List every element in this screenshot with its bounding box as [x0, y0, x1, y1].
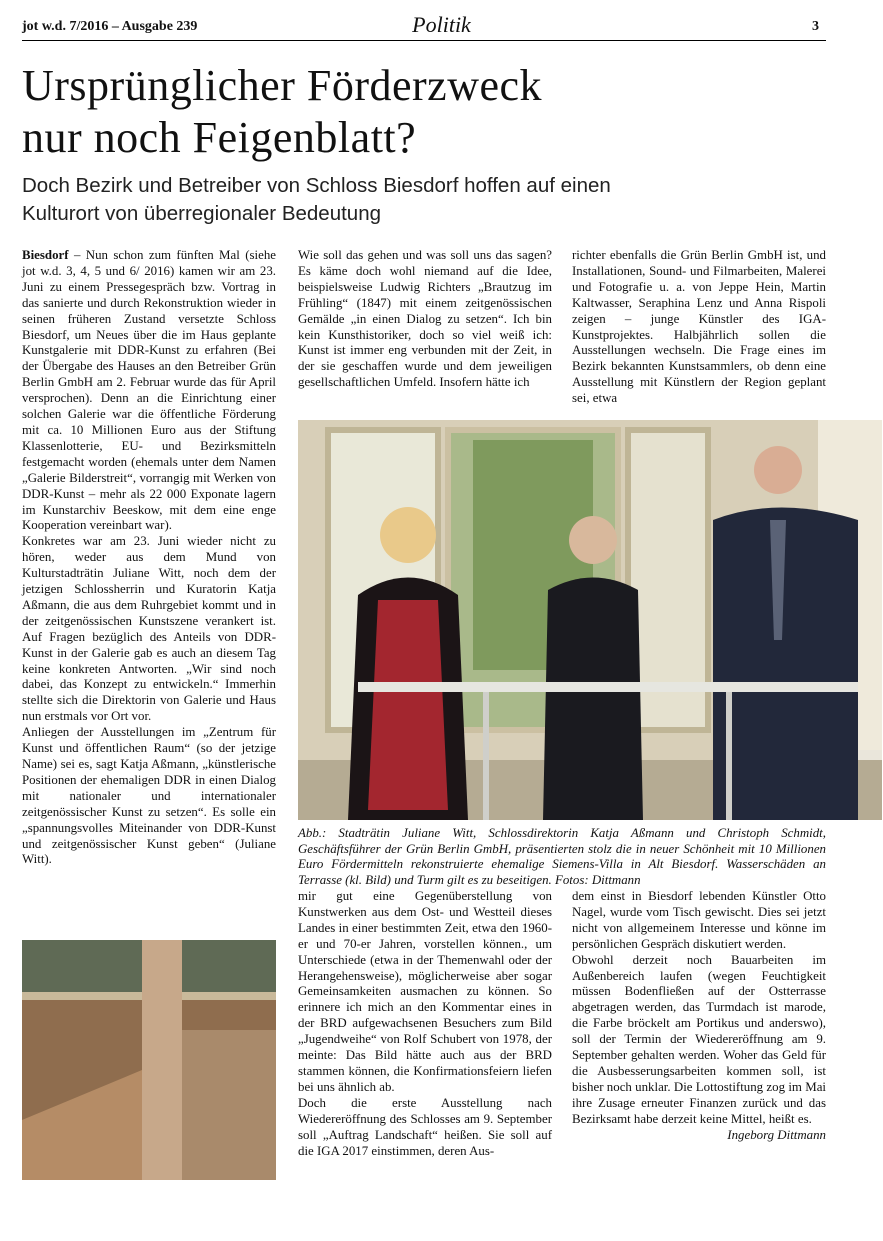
- paragraph: dem einst in Biesdorf lebenden Künstler Otto Nagel, wurde vom Tisch gewischt. Dies sei jetzt nicht von allgemeinem Interesse und könne im persönlichen Gespräch diskutiert werden.: [572, 889, 826, 951]
- paragraph: mir gut eine Gegenüberstellung von Kunstwerken aus dem Ost- und Westteil dieses Landes in einer bestimmten Zeit, etwa den 1960-er und 70-er Jahren, vorstellen können., um Unterschiede (etwa in der Themenwahl oder der Herangehensweise), möglicherweise aber sogar Gemeinsamkeiten ausmachen zu können. So erinnere ich mich an den Kommentar eines in der BRD aufgewachsenen Besuchers zum Bild „Jugendweihe“ von Rolf Schubert von 1978, der meinte: Das Bild hätte auch aus der BRD stammen können, die Konfirmationsfeiern liefen bei uns ähnlich ab.: [298, 889, 552, 1094]
- subhead-line-2: Kulturort von überregionaler Bedeutung: [22, 202, 381, 225]
- pillar: [142, 940, 182, 1180]
- main-photo: [298, 420, 882, 820]
- column-3-bottom: [572, 889, 826, 1144]
- header-rule: [22, 40, 826, 41]
- subheadline: [22, 172, 842, 228]
- paragraph-text: – Nun schon zum fünften Mal (siehe jot w.d. 3, 4, 5 und 6/ 2016) kamen wir am 23. Juni zu einem Pressegespräch bzw. Vortrag in das sanierte und durch Rekonstruktion wieder in seinen früheren Zustand versetzte Schloss Biesdorf, um Neues über die im Haus geplante Kunstgalerie mit DDR-Kunst zu erfahren (Bei der Übergabe des Hauses an den Betreiber Grün Berlin GmbH am 2. Februar wurde das für April versprochen). Denn an die Einrichtung einer solchen Galerie war die öffentliche Förderung mit ca. 10 Millionen Euro aus der Stiftung Klassenlotterie, EU- und Bezirksmitteln festgemacht worden (ehemals unter dem Namen „Galerie Bilderstreit“, vorrangig mit Werken von DDR-Kunst – mehr als 22 000 Exponate lagern im Kunstarchiv Beeskow, mit dem eine enge Kooperation vereinbart war).: [22, 248, 276, 533]
- column-2-top: [298, 248, 552, 408]
- headline-line-1: Ursprünglicher Förderzweck: [22, 61, 543, 110]
- column-2-bottom: [298, 889, 552, 1159]
- paragraph: Konkretes war am 23. Juni wieder nicht zu hören, weder aus dem Mund von Kulturstadträtin Juliane Witt, noch dem der jetzigen Schlossherrin und Kuratorin Katja Aßmann, die aus dem Ruhrgebiet kommt und in der zeitgenössischen Kunstszene verankert ist. Auf Fragen bezüglich des Anteils von DDR-Kunst in der Galerie gab es auch an diesem Tag keine konkreten Antworten. „Wir sind noch dabei, das Konzept zu entwickeln.“ Immerhin stellte sich die Direktorin von Galerie und Haus nun erstmals vor Ort vor.: [22, 534, 276, 724]
- table-leg-right: [726, 692, 732, 820]
- paragraph: richter ebenfalls die Grün Berlin GmbH ist, und Installationen, Sound- und Filmarbeiten, Malerei und Fotografie u. a. von Jeppe Hein, Martin Kaltwasser, Seraphina Lenz und Anna Rispoli zeigen – junge Künstler des IGA-Kunstprojektes. Halbjährlich sollen die Ausstellungen wechseln. Die Frage eines im Bezirk bekannten Kunstsammlers, ob denn eine Ausstellung mit Künstlern der Region geplant sei, etwa: [572, 248, 826, 406]
- page-number: 3: [812, 19, 819, 34]
- damaged-wall: [182, 1030, 276, 1180]
- person-1-head: [380, 507, 436, 563]
- dateline: Biesdorf: [22, 248, 69, 262]
- paragraph: Wie soll das gehen und was soll uns das sagen? Es käme doch wohl niemand auf die Idee, beispielsweise Ludwig Richters „Brautzug im Frühling“ (1847) mit einem zeitgenössischen Gemälde „in einen Dialog zu setzen“. Ich bin kein Kunsthistoriker, doch so viel weiß ich: Kunst ist immer eng verbunden mit der Zeit, in der sie geschaffen wurde und dem jeweiligen gesellschaftlichen Umfeld. Insofern hätte ich: [298, 248, 552, 390]
- press-conference-photo: [298, 420, 882, 820]
- table-top-right: [598, 682, 858, 692]
- person-2-body: [543, 578, 643, 821]
- headline-line-2: nur noch Feigenblatt?: [22, 113, 417, 162]
- person-3-body: [713, 508, 858, 821]
- paragraph: Anliegen der Ausstellungen im „Zentrum für Kunst und öffentlichen Raum“ (so der jetzige Name) sei es, sagt Katja Aßmann, „künstlerische Positionen der ehemaligen DDR in einen Dialog mit nationaler und internationaler zeitgenössischer Kunst zu setzen“. Es solle ein „spannungsvolles Miteinander von DDR-Kunst und zeitgenössischer Kunst geben“ (Juliane Witt).: [22, 725, 276, 867]
- table-top-left: [358, 682, 608, 692]
- table-leg-left: [483, 692, 489, 820]
- photo-caption: Abb.: Stadträtin Juliane Witt, Schlossdirektorin Katja Aßmann und Christoph Schmidt, Geschäftsführer der Grün Berlin GmbH, präsentierten stolz die in neuer Schönheit mit 10 Millionen Euro Fördermitteln rekonstruierte ehemalige Siemens-Villa in Alt Biesdorf. Wasserschäden an Terrasse (kl. Bild) und Turm gilt es zu beseitigen. Fotos: Dittmann: [298, 826, 826, 887]
- column-1: [22, 248, 276, 868]
- author: Ingeborg Dittmann: [727, 1127, 826, 1142]
- person-2-head: [569, 516, 617, 564]
- subhead-line-1: Doch Bezirk und Betreiber von Schloss Biesdorf hoffen auf einen: [22, 174, 611, 197]
- section-title: Politik: [412, 12, 471, 37]
- column-3-top: [572, 248, 826, 408]
- person-1-scarf: [368, 600, 448, 810]
- person-3-head: [754, 446, 802, 494]
- small-photo: [22, 940, 276, 1180]
- paragraph: Obwohl derzeit noch Bauarbeiten im Außenbereich laufen (wegen Feuchtigkeit müssen Bodenfließen auf der Ostterrasse abgetragen werden, das Turmdach ist marode, die Farbe bröckelt am Portikus und anderswo), soll der Termin der Wiedereröffnung am 9. September gehalten werden. Woher das Geld für die Ausbesserungsarbeiten kommen soll, ist bisher noch unklar. Die Lottostiftung zog im Mai ihre Zusage erneuter Finanzen zurück und das Bezirksamt habe derzeit keine Mittel, heißt es.: [572, 952, 826, 1126]
- headline: [22, 60, 842, 164]
- issue-info: jot w.d. 7/2016 – Ausgabe 239: [22, 19, 198, 34]
- paragraph: [22, 248, 276, 534]
- terrace-damage-photo: [22, 940, 276, 1180]
- paragraph: Doch die erste Ausstellung nach Wiedereröffnung des Schlosses am 9. September soll „Auftrag Landschaft“ heißen. Sie soll auf die IGA 2017 einstimmen, deren Aus-: [298, 1095, 552, 1158]
